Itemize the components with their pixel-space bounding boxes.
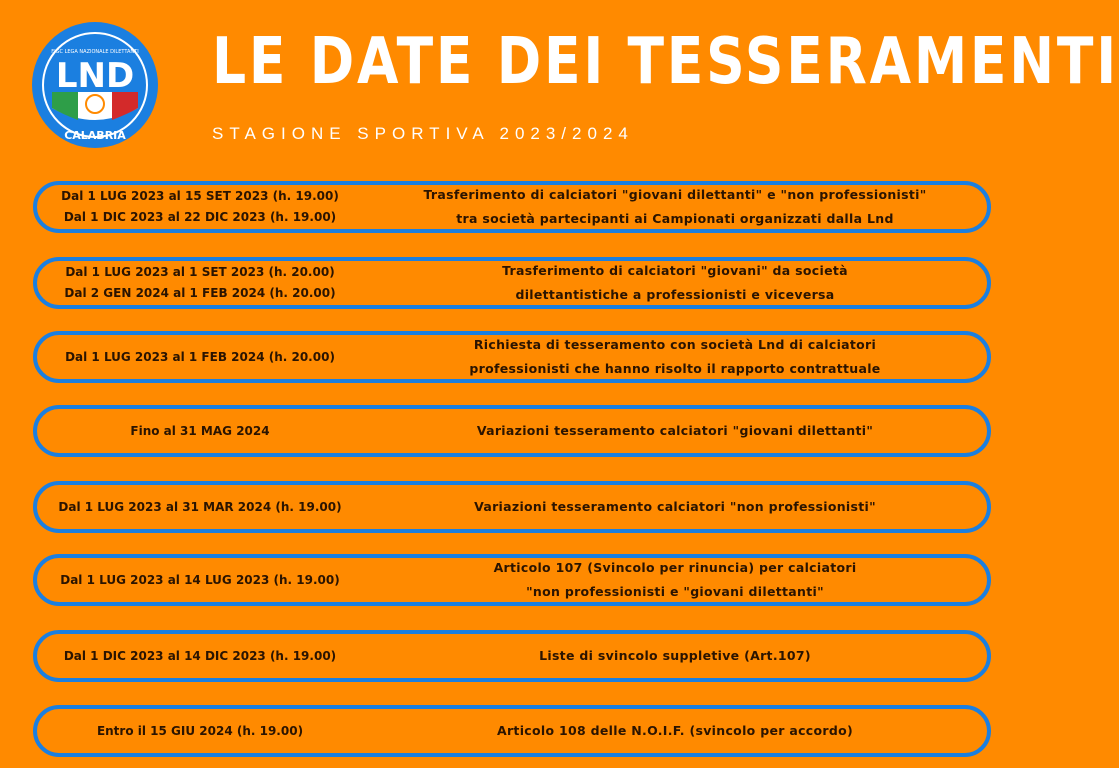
row-description [363,485,987,529]
row-description [363,261,987,305]
row-dates [37,558,363,602]
page-title: LE DATE DEI TESSERAMENTI [212,25,1119,99]
schedule-row [33,705,991,757]
schedule-row [33,257,991,309]
logo-bottom-text: CALABRIA [64,129,126,142]
row-dates [37,409,363,453]
row-dates [37,485,363,529]
row-desc-line: Trasferimento di calciatori "giovani dilettanti" e "non professionisti" [423,187,927,202]
row-date-line: Dal 1 DIC 2023 al 14 DIC 2023 (h. 19.00) [63,648,337,663]
logo-main-text: LND [55,56,135,96]
row-dates [37,335,363,379]
row-desc-line: Trasferimento di calciatori "giovani" da società [502,263,848,278]
row-description [363,185,987,229]
schedule-row [33,405,991,457]
row-description [363,709,987,753]
row-dates [37,709,363,753]
row-dates [37,261,363,305]
row-date-line: Dal 1 LUG 2023 al 1 SET 2023 (h. 20.00) [65,265,335,279]
row-description [363,409,987,453]
row-desc-line: Articolo 107 (Svincolo per rinuncia) per calciatori [493,560,857,575]
schedule-row [33,331,991,383]
row-date-line: Dal 1 LUG 2023 al 1 FEB 2024 (h. 20.00) [65,349,335,364]
row-dates [37,634,363,678]
row-desc-line: Variazioni tesseramento calciatori "non professionisti" [474,499,876,514]
row-description [363,335,987,379]
row-date-line: Fino al 31 MAG 2024 [130,423,270,438]
row-date-line: Dal 2 GEN 2024 al 1 FEB 2024 (h. 20.00) [64,286,336,300]
schedule-row [33,630,991,682]
row-desc-line: Variazioni tesseramento calciatori "giovani dilettanti" [476,423,874,438]
row-desc-line: Articolo 108 delle N.O.I.F. (svincolo per accordo) [496,723,853,738]
lnd-calabria-logo [30,20,160,150]
row-description [363,558,987,602]
row-date-line: Entro il 15 GIU 2024 (h. 19.00) [96,723,304,738]
row-date-line: Dal 1 LUG 2023 al 31 MAR 2024 (h. 19.00) [58,499,342,514]
row-desc-line: professionisti che hanno risolto il rapporto contrattuale [469,361,881,376]
row-date-line: Dal 1 LUG 2023 al 14 LUG 2023 (h. 19.00) [60,572,340,587]
schedule-row [33,554,991,606]
row-description [363,634,987,678]
row-desc-line: Liste di svincolo suppletive (Art.107) [539,648,811,663]
row-desc-line: Richiesta di tesseramento con società Lnd di calciatori [473,337,877,352]
row-desc-line: tra società partecipanti ai Campionati organizzati dalla Lnd [456,211,894,226]
lnd-logo-graphic [30,20,160,150]
row-desc-line: "non professionisti e "giovani dilettanti" [526,584,824,599]
schedule-row [33,481,991,533]
row-date-line: Dal 1 DIC 2023 al 22 DIC 2023 (h. 19.00) [63,210,337,224]
schedule-row [33,181,991,233]
row-date-line: Dal 1 LUG 2023 al 15 SET 2023 (h. 19.00) [61,189,339,203]
row-dates [37,185,363,229]
page-subtitle: STAGIONE SPORTIVA 2023/2024 [212,124,634,143]
logo-top-text: FIGC LEGA NAZIONALE DILETTANTI [51,49,139,55]
row-desc-line: dilettantistiche a professionisti e viceversa [515,287,835,302]
